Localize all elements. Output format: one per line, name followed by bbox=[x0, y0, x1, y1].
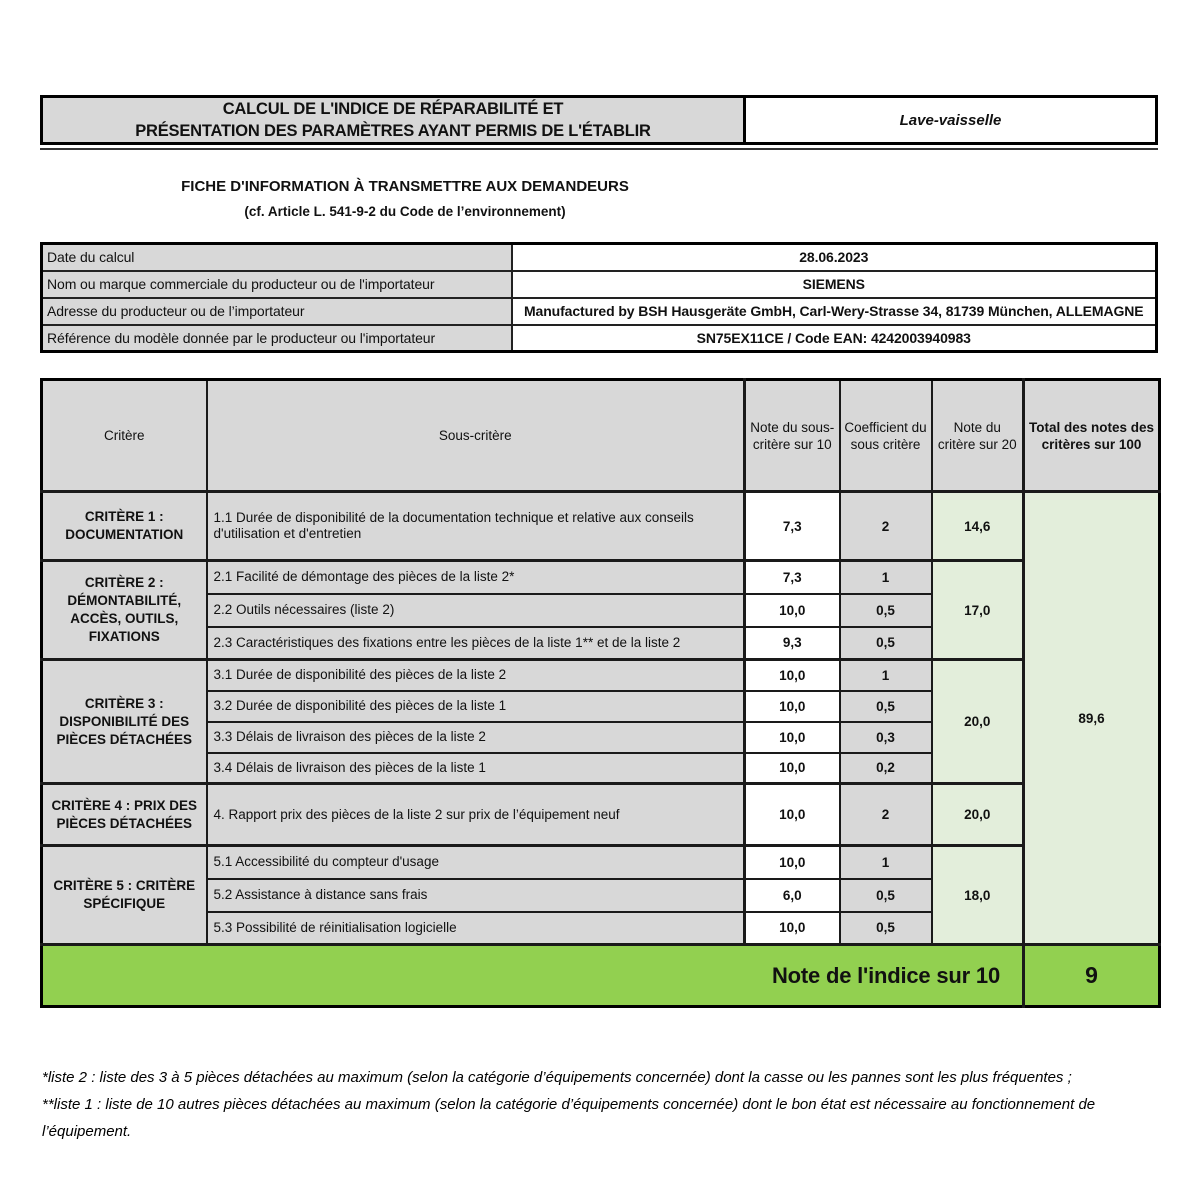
footnote-liste1: **liste 1 : liste de 10 autres pièces détachées au maximum (selon la catégorie d’équipements concernée) dont le bon état est nécessaire au fonctionnement de l’équipement. bbox=[42, 1096, 1096, 1140]
note10-3-1: 10,0 bbox=[745, 660, 840, 691]
coeff-3-4: 0,2 bbox=[840, 753, 932, 784]
criterion-4-name: CRITÈRE 4 : PRIX DES PIÈCES DÉTACHÉES bbox=[42, 784, 207, 846]
note20-criterion-2: 17,0 bbox=[932, 561, 1024, 660]
footnote-liste2: *liste 2 : liste des 3 à 5 pièces détachées au maximum (selon la catégorie d’équipements concernée) dont la casse ou les pannes sont les plus fréquentes ; bbox=[42, 1069, 1072, 1086]
info-row-brand bbox=[42, 271, 1157, 298]
note10-4: 10,0 bbox=[745, 784, 840, 846]
manufacturer-info-table bbox=[40, 242, 1158, 353]
info-value-date: 28.06.2023 bbox=[512, 244, 1157, 271]
info-row-address bbox=[42, 298, 1157, 325]
product-type-cell: Lave-vaisselle bbox=[746, 98, 1155, 142]
subtitle-line1: FICHE D'INFORMATION À TRANSMETTRE AUX DEMANDEURS bbox=[181, 178, 629, 195]
header-sous-critere: Sous-critère bbox=[207, 380, 745, 492]
info-value-address: Manufactured by BSH Hausgeräte GmbH, Carl-Wery-Strasse 34, 81739 München, ALLEMAGNE bbox=[512, 298, 1157, 325]
note20-criterion-5: 18,0 bbox=[932, 846, 1024, 945]
note10-2-3: 9,3 bbox=[745, 627, 840, 660]
coeff-3-2: 0,5 bbox=[840, 691, 932, 722]
note10-2-1: 7,3 bbox=[745, 561, 840, 594]
note10-5-1: 10,0 bbox=[745, 846, 840, 879]
note10-3-2: 10,0 bbox=[745, 691, 840, 722]
criterion-2-name: CRITÈRE 2 : DÉMONTABILITÉ, ACCÈS, OUTILS, FIXATIONS bbox=[42, 561, 207, 660]
note10-3-4: 10,0 bbox=[745, 753, 840, 784]
total-over-100: 89,6 bbox=[1024, 492, 1160, 945]
subcriterion-2-1: 2.1 Facilité de démontage des pièces de la liste 2* bbox=[207, 561, 745, 594]
table-row bbox=[42, 492, 1160, 561]
subcriterion-5-2: 5.2 Assistance à distance sans frais bbox=[207, 879, 745, 912]
index-score-label: Note de l'indice sur 10 bbox=[42, 945, 1024, 1007]
subcriterion-2-2: 2.2 Outils nécessaires (liste 2) bbox=[207, 594, 745, 627]
table-row bbox=[42, 660, 1160, 691]
score-table bbox=[40, 378, 1161, 1008]
info-label-model: Référence du modèle donnée par le producteur ou l'importateur bbox=[42, 325, 512, 352]
info-row-model bbox=[42, 325, 1157, 352]
info-label-date: Date du calcul bbox=[42, 244, 512, 271]
subcriterion-5-1: 5.1 Accessibilité du compteur d'usage bbox=[207, 846, 745, 879]
banner-underline bbox=[40, 148, 1158, 150]
info-value-model: SN75EX11CE / Code EAN: 4242003940983 bbox=[512, 325, 1157, 352]
index-score-value: 9 bbox=[1024, 945, 1160, 1007]
header-critere: Critère bbox=[42, 380, 207, 492]
table-row bbox=[42, 561, 1160, 594]
document-title-line2: PRÉSENTATION DES PARAMÈTRES AYANT PERMIS DE L'ÉTABLIR bbox=[135, 122, 651, 140]
note20-criterion-3: 20,0 bbox=[932, 660, 1024, 784]
coeff-2-3: 0,5 bbox=[840, 627, 932, 660]
coeff-5-3: 0,5 bbox=[840, 912, 932, 945]
subcriterion-3-4: 3.4 Délais de livraison des pièces de la liste 1 bbox=[207, 753, 745, 784]
document-title bbox=[43, 98, 746, 142]
header-coeff: Coefficient du sous critère bbox=[840, 380, 932, 492]
criterion-5-name: CRITÈRE 5 : CRITÈRE SPÉCIFIQUE bbox=[42, 846, 207, 945]
note10-5-3: 10,0 bbox=[745, 912, 840, 945]
note10-5-2: 6,0 bbox=[745, 879, 840, 912]
info-label-address: Adresse du producteur ou de l’importateur bbox=[42, 298, 512, 325]
coeff-2-2: 0,5 bbox=[840, 594, 932, 627]
criterion-1-name: CRITÈRE 1 : DOCUMENTATION bbox=[42, 492, 207, 561]
coeff-1-1: 2 bbox=[840, 492, 932, 561]
subtitle-block bbox=[40, 174, 770, 224]
note20-criterion-1: 14,6 bbox=[932, 492, 1024, 561]
info-value-brand: SIEMENS bbox=[512, 271, 1157, 298]
coeff-5-1: 1 bbox=[840, 846, 932, 879]
subcriterion-2-3: 2.3 Caractéristiques des fixations entre les pièces de la liste 1** et de la liste 2 bbox=[207, 627, 745, 660]
subcriterion-1-1: 1.1 Durée de disponibilité de la documentation technique et relative aux conseils d'utilisation et d'entretien bbox=[207, 492, 745, 561]
table-row bbox=[42, 784, 1160, 846]
title-banner bbox=[40, 95, 1158, 145]
header-note10: Note du sous-critère sur 10 bbox=[745, 380, 840, 492]
header-total: Total des notes des critères sur 100 bbox=[1024, 380, 1160, 492]
info-label-brand: Nom ou marque commerciale du producteur ou de l'importateur bbox=[42, 271, 512, 298]
note10-1-1: 7,3 bbox=[745, 492, 840, 561]
info-row-date bbox=[42, 244, 1157, 271]
note10-3-3: 10,0 bbox=[745, 722, 840, 753]
footnotes-block bbox=[42, 1064, 1160, 1145]
coeff-4: 2 bbox=[840, 784, 932, 846]
subcriterion-4: 4. Rapport prix des pièces de la liste 2 sur prix de l’équipement neuf bbox=[207, 784, 745, 846]
coeff-2-1: 1 bbox=[840, 561, 932, 594]
subcriterion-3-3: 3.3 Délais de livraison des pièces de la liste 2 bbox=[207, 722, 745, 753]
coeff-3-3: 0,3 bbox=[840, 722, 932, 753]
subcriterion-3-1: 3.1 Durée de disponibilité des pièces de la liste 2 bbox=[207, 660, 745, 691]
subcriterion-3-2: 3.2 Durée de disponibilité des pièces de la liste 1 bbox=[207, 691, 745, 722]
note10-2-2: 10,0 bbox=[745, 594, 840, 627]
document-title-line1: CALCUL DE L'INDICE DE RÉPARABILITÉ ET bbox=[222, 100, 564, 118]
note20-criterion-4: 20,0 bbox=[932, 784, 1024, 846]
coeff-5-2: 0,5 bbox=[840, 879, 932, 912]
header-note20: Note du critère sur 20 bbox=[932, 380, 1024, 492]
subtitle-line2: (cf. Article L. 541-9-2 du Code de l’environnement) bbox=[244, 204, 566, 219]
coeff-3-1: 1 bbox=[840, 660, 932, 691]
subcriterion-5-3: 5.3 Possibilité de réinitialisation logicielle bbox=[207, 912, 745, 945]
index-score-row bbox=[42, 945, 1160, 1007]
score-header-row bbox=[42, 380, 1160, 492]
criterion-3-name: CRITÈRE 3 : DISPONIBILITÉ DES PIÈCES DÉTACHÉES bbox=[42, 660, 207, 784]
table-row bbox=[42, 846, 1160, 879]
